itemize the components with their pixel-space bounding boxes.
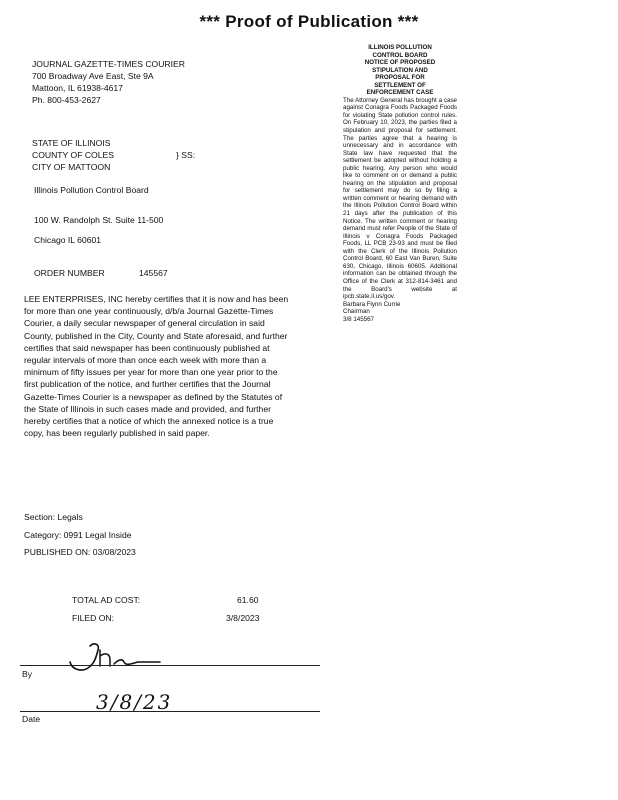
by-label: By: [22, 669, 33, 679]
filed-on-label: FILED ON:: [72, 613, 115, 623]
notice-heading: [343, 44, 457, 97]
notice-heading-line: ENFORCEMENT CASE: [366, 89, 434, 97]
certification-line: LEE ENTERPRISES, INC hereby certifies that it is now and has been: [24, 294, 289, 304]
publisher-address: [32, 58, 185, 106]
certification-line: copy, has been regularly published in said paper.: [24, 428, 210, 439]
handwritten-date: 3/8/23: [96, 690, 173, 714]
order-number-label: ORDER NUMBER: [34, 268, 105, 278]
certification-line: regular intervals of more than once each week with more than a: [24, 355, 267, 366]
jurisdiction-block: [32, 137, 114, 173]
date-line: [20, 711, 320, 712]
notice-reference: 3/8 145567: [343, 315, 374, 323]
certification-text: [24, 293, 344, 439]
signature-line: [20, 665, 320, 666]
publisher-city: Mattoon, IL 61938-4617: [32, 83, 123, 93]
notice-heading-line: NOTICE OF PROPOSED: [364, 59, 436, 67]
certification-line: the State of Illinois in such cases made and provided, and further: [24, 403, 271, 414]
jurisdiction-city: CITY OF MATTOON: [32, 162, 111, 172]
section-label: Section: Legals: [24, 512, 83, 522]
jurisdiction-ss: } SS:: [176, 150, 196, 160]
certification-line: first publication of the notice, and further certifies that the Journal: [24, 379, 271, 390]
notice-heading-line: PROPOSAL FOR: [375, 74, 425, 82]
published-on: PUBLISHED ON: 03/08/2023: [24, 547, 136, 557]
certification-line: minimum of fifty issues per year for more than one year prior to the: [24, 367, 278, 378]
legal-notice-clipping: [343, 44, 457, 323]
handwritten-signature: [64, 640, 164, 674]
notice-signer-title: Chairman: [343, 308, 370, 316]
total-ad-cost-label: TOTAL AD COST:: [72, 595, 141, 605]
date-label: Date: [22, 714, 41, 724]
filed-on-value: 3/8/2023: [226, 613, 260, 623]
publisher-street: 700 Broadway Ave East, Ste 9A: [32, 71, 154, 81]
total-ad-cost-value: 61.60: [237, 595, 259, 605]
jurisdiction-state: STATE OF ILLINOIS: [32, 138, 111, 148]
publisher-phone: Ph. 800-453-2627: [32, 95, 101, 105]
page-title: *** Proof of Publication ***: [199, 12, 419, 31]
recipient-city: Chicago IL 60601: [34, 235, 102, 245]
notice-signer: Barbara Flynn Currie: [343, 300, 401, 308]
notice-heading-line: ILLINOIS POLLUTION: [368, 44, 432, 51]
certification-line: Gazette-Times Courier is a newspaper as defined by the Statutes of: [24, 391, 283, 402]
certification-line: certifies that said newspaper has been continuously published at: [24, 342, 270, 353]
recipient-street: 100 W. Randolph St. Suite 11-500: [34, 215, 164, 225]
notice-heading-line: CONTROL BOARD: [372, 51, 428, 59]
certification-line: County, published in the City, County and State aforesaid, and further: [24, 330, 288, 341]
notice-heading-line: SETTLEMENT OF: [374, 81, 426, 89]
notice-heading-line: STIPULATION AND: [372, 66, 428, 74]
notice-signature: [343, 301, 457, 324]
publisher-name: JOURNAL GAZETTE-TIMES COURIER: [32, 59, 185, 69]
certification-line: Courier, a daily secular newspaper of general circulation in said: [24, 318, 265, 329]
jurisdiction-county: COUNTY OF COLES: [32, 150, 114, 160]
notice-body: The Attorney General has brought a case against Conagra Foods Packaged Foods for violating State pollution control rules. On February 10, 2023, the parties filed a stipulation and proposal for settlement. The parties agree that a hearing is unnecessary and in accordance with State law have requested that the settlement be adopted without holding a public hearing. Any person who would like to comment on or demand a public hearing on the stipulation and proposal for settlement may do so by filing a written comment or hearing demand with the Illinois Pollution Control Board within 21 days after the publication of this Notice. The written comment or hearing demand must refer People of the State of Illinois v Conagra Foods Packaged Foods, LL PCB 23-93 and must be filed with the Clerk of the Illinois Pollution Control Board, 60 East Van Buren, Suite 630, Chicago, Illinois 60605. Additional information can be obtained through the Office of the Clerk at 312-814-3461 and the Board's website at ipcb.state.il.us/gov.: [343, 96, 457, 301]
certification-line: for more than one year continuously, d/b/a Journal Gazette-Times: [24, 306, 274, 317]
certification-line: hereby certifies that a notice of which the annexed notice is a true: [24, 416, 274, 427]
category-label: Category: 0991 Legal Inside: [24, 530, 132, 540]
order-number-value: 145567: [139, 268, 168, 278]
recipient-name: Illinois Pollution Control Board: [34, 185, 149, 195]
